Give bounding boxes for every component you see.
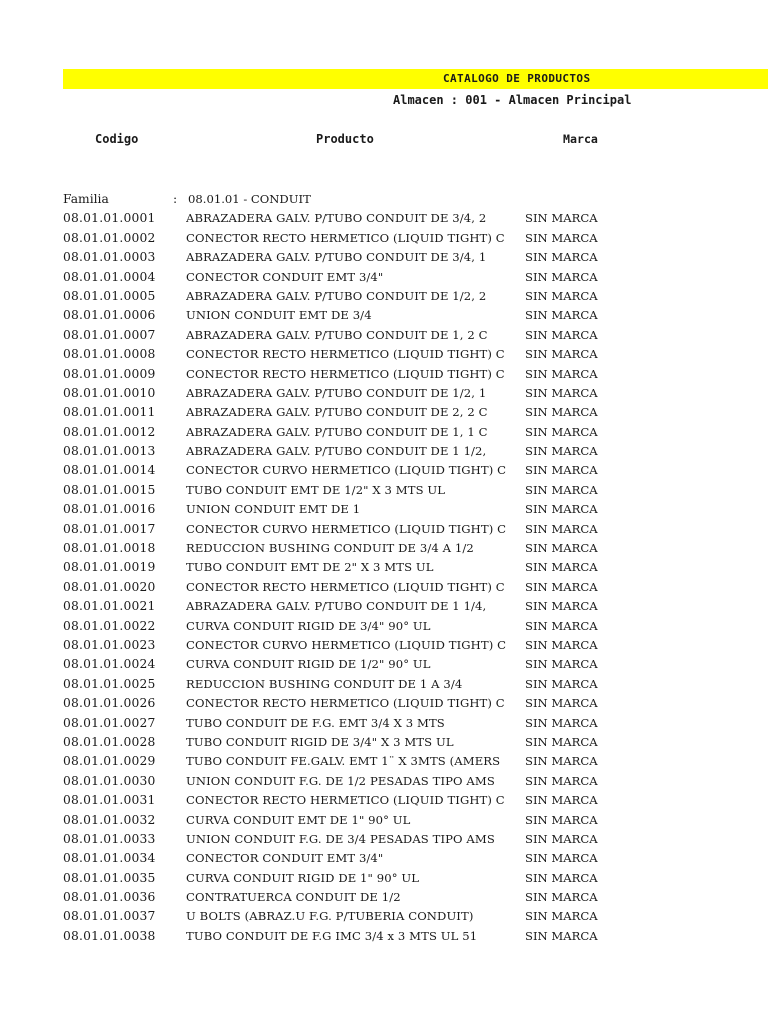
product-name: CONECTOR CURVO HERMETICO (LIQUID TIGHT) C [186,637,507,652]
product-brand: SIN MARCA [525,851,598,866]
product-code: 08.01.01.0026 [63,696,156,711]
product-brand: SIN MARCA [525,579,598,594]
product-name: UNION CONDUIT F.G. DE 3/4 PESADAS TIPO AMS [186,831,495,846]
product-code: 08.01.01.0012 [63,424,156,439]
product-code: 08.01.01.0002 [63,230,156,245]
product-brand: SIN MARCA [525,269,598,284]
product-brand: SIN MARCA [525,928,598,943]
product-code: 08.01.01.0018 [63,541,156,556]
product-code: 08.01.01.0001 [63,211,156,226]
product-code: 08.01.01.0010 [63,385,156,400]
product-code: 08.01.01.0016 [63,502,156,517]
product-code: 08.01.01.0029 [63,754,156,769]
familia-label: Familia [63,192,109,206]
product-brand: SIN MARCA [525,482,598,497]
product-name: U BOLTS (ABRAZ.U F.G. P/TUBERIA CONDUIT) [186,909,474,924]
product-code: 08.01.01.0021 [63,599,156,614]
product-code: 08.01.01.0014 [63,463,156,478]
product-name: ABRAZADERA GALV. P/TUBO CONDUIT DE 1 1/4, [186,599,487,614]
product-brand: SIN MARCA [525,870,598,885]
product-brand: SIN MARCA [525,696,598,711]
product-name: CONECTOR RECTO HERMETICO (LIQUID TIGHT) C [186,366,505,381]
product-code: 08.01.01.0032 [63,812,156,827]
product-code: 08.01.01.0015 [63,482,156,497]
product-brand: SIN MARCA [525,385,598,400]
product-name: UNION CONDUIT EMT DE 3/4 [186,308,372,323]
product-brand: SIN MARCA [525,211,598,226]
product-name: ABRAZADERA GALV. P/TUBO CONDUIT DE 1, 1 C [186,424,488,439]
product-brand: SIN MARCA [525,734,598,749]
product-name: CONECTOR CURVO HERMETICO (LIQUID TIGHT) C [186,521,507,536]
product-name: CURVA CONDUIT RIGID DE 1/2" 90° UL [186,657,431,672]
product-name: CONECTOR CONDUIT EMT 3/4" [186,851,384,866]
product-brand: SIN MARCA [525,890,598,905]
product-brand: SIN MARCA [525,773,598,788]
product-code: 08.01.01.0017 [63,521,156,536]
product-name: TUBO CONDUIT FE.GALV. EMT 1¨ X 3MTS (AMERS [186,754,501,769]
product-code: 08.01.01.0031 [63,793,156,808]
product-brand: SIN MARCA [525,812,598,827]
column-header-producto: Producto [316,132,374,146]
product-brand: SIN MARCA [525,793,598,808]
product-name: REDUCCION BUSHING CONDUIT DE 1 A 3/4 [186,676,463,691]
product-code: 08.01.01.0007 [63,327,156,342]
product-brand: SIN MARCA [525,463,598,478]
product-code: 08.01.01.0011 [63,405,156,420]
almacen-label: Almacen : 001 - Almacen Principal [393,93,632,107]
product-name: UNION CONDUIT F.G. DE 1/2 PESADAS TIPO AMS [186,773,495,788]
product-code: 08.01.01.0033 [63,831,156,846]
product-code: 08.01.01.0025 [63,676,156,691]
familia-colon: : [173,192,178,206]
product-name: CONECTOR CONDUIT EMT 3/4" [186,269,384,284]
product-name: ABRAZADERA GALV. P/TUBO CONDUIT DE 2, 2 C [186,405,488,420]
product-brand: SIN MARCA [525,347,598,362]
product-code: 08.01.01.0035 [63,870,156,885]
product-code: 08.01.01.0023 [63,637,156,652]
product-name: CURVA CONDUIT EMT DE 1" 90° UL [186,812,411,827]
product-brand: SIN MARCA [525,618,598,633]
product-code: 08.01.01.0022 [63,618,156,633]
product-name: CONECTOR RECTO HERMETICO (LIQUID TIGHT) C [186,230,505,245]
product-code: 08.01.01.0037 [63,909,156,924]
product-name: CONECTOR RECTO HERMETICO (LIQUID TIGHT) C [186,579,505,594]
product-brand: SIN MARCA [525,909,598,924]
product-name: TUBO CONDUIT DE F.G IMC 3/4 x 3 MTS UL 51 [186,928,478,943]
product-brand: SIN MARCA [525,541,598,556]
product-code: 08.01.01.0028 [63,734,156,749]
column-header-codigo: Codigo [95,132,139,146]
product-name: ABRAZADERA GALV. P/TUBO CONDUIT DE 1 1/2, [186,444,487,459]
product-name: TUBO CONDUIT RIGID DE 3/4" X 3 MTS UL [186,734,454,749]
product-code: 08.01.01.0006 [63,308,156,323]
product-brand: SIN MARCA [525,366,598,381]
product-brand: SIN MARCA [525,444,598,459]
product-name: CONECTOR RECTO HERMETICO (LIQUID TIGHT) C [186,696,505,711]
report-title: CATALOGO DE PRODUCTOS [443,72,591,85]
product-code: 08.01.01.0013 [63,444,156,459]
product-brand: SIN MARCA [525,405,598,420]
familia-value: 08.01.01 - CONDUIT [188,192,311,206]
product-name: ABRAZADERA GALV. P/TUBO CONDUIT DE 3/4, 2 [186,211,487,226]
product-name: CONTRATUERCA CONDUIT DE 1/2 [186,890,401,905]
product-code: 08.01.01.0030 [63,773,156,788]
product-code: 08.01.01.0019 [63,560,156,575]
product-brand: SIN MARCA [525,327,598,342]
title-banner [63,69,768,89]
column-header-marca: Marca [563,132,598,146]
product-brand: SIN MARCA [525,230,598,245]
product-name: TUBO CONDUIT EMT DE 2" X 3 MTS UL [186,560,434,575]
product-code: 08.01.01.0038 [63,928,156,943]
product-name: CURVA CONDUIT RIGID DE 3/4" 90° UL [186,618,431,633]
product-name: CONECTOR RECTO HERMETICO (LIQUID TIGHT) C [186,347,505,362]
product-code: 08.01.01.0036 [63,890,156,905]
product-name: ABRAZADERA GALV. P/TUBO CONDUIT DE 3/4, 1 [186,250,487,265]
product-brand: SIN MARCA [525,754,598,769]
product-name: TUBO CONDUIT DE F.G. EMT 3/4 X 3 MTS [186,715,445,730]
product-brand: SIN MARCA [525,424,598,439]
product-code: 08.01.01.0004 [63,269,156,284]
product-code: 08.01.01.0034 [63,851,156,866]
product-code: 08.01.01.0008 [63,347,156,362]
product-brand: SIN MARCA [525,250,598,265]
product-code: 08.01.01.0027 [63,715,156,730]
product-brand: SIN MARCA [525,715,598,730]
product-code: 08.01.01.0005 [63,288,156,303]
product-code: 08.01.01.0009 [63,366,156,381]
product-name: CONECTOR CURVO HERMETICO (LIQUID TIGHT) C [186,463,507,478]
product-brand: SIN MARCA [525,599,598,614]
product-code: 08.01.01.0003 [63,250,156,265]
product-brand: SIN MARCA [525,657,598,672]
product-brand: SIN MARCA [525,502,598,517]
product-code: 08.01.01.0024 [63,657,156,672]
product-brand: SIN MARCA [525,521,598,536]
product-brand: SIN MARCA [525,308,598,323]
product-code: 08.01.01.0020 [63,579,156,594]
product-name: ABRAZADERA GALV. P/TUBO CONDUIT DE 1/2, 2 [186,288,487,303]
product-brand: SIN MARCA [525,288,598,303]
product-name: ABRAZADERA GALV. P/TUBO CONDUIT DE 1, 2 C [186,327,488,342]
product-brand: SIN MARCA [525,831,598,846]
product-brand: SIN MARCA [525,637,598,652]
product-brand: SIN MARCA [525,676,598,691]
product-name: CONECTOR RECTO HERMETICO (LIQUID TIGHT) C [186,793,505,808]
product-name: REDUCCION BUSHING CONDUIT DE 3/4 A 1/2 [186,541,474,556]
product-name: TUBO CONDUIT EMT DE 1/2" X 3 MTS UL [186,482,446,497]
product-name: CURVA CONDUIT RIGID DE 1" 90° UL [186,870,420,885]
product-brand: SIN MARCA [525,560,598,575]
product-name: ABRAZADERA GALV. P/TUBO CONDUIT DE 1/2, 1 [186,385,487,400]
product-name: UNION CONDUIT EMT DE 1 [186,502,361,517]
